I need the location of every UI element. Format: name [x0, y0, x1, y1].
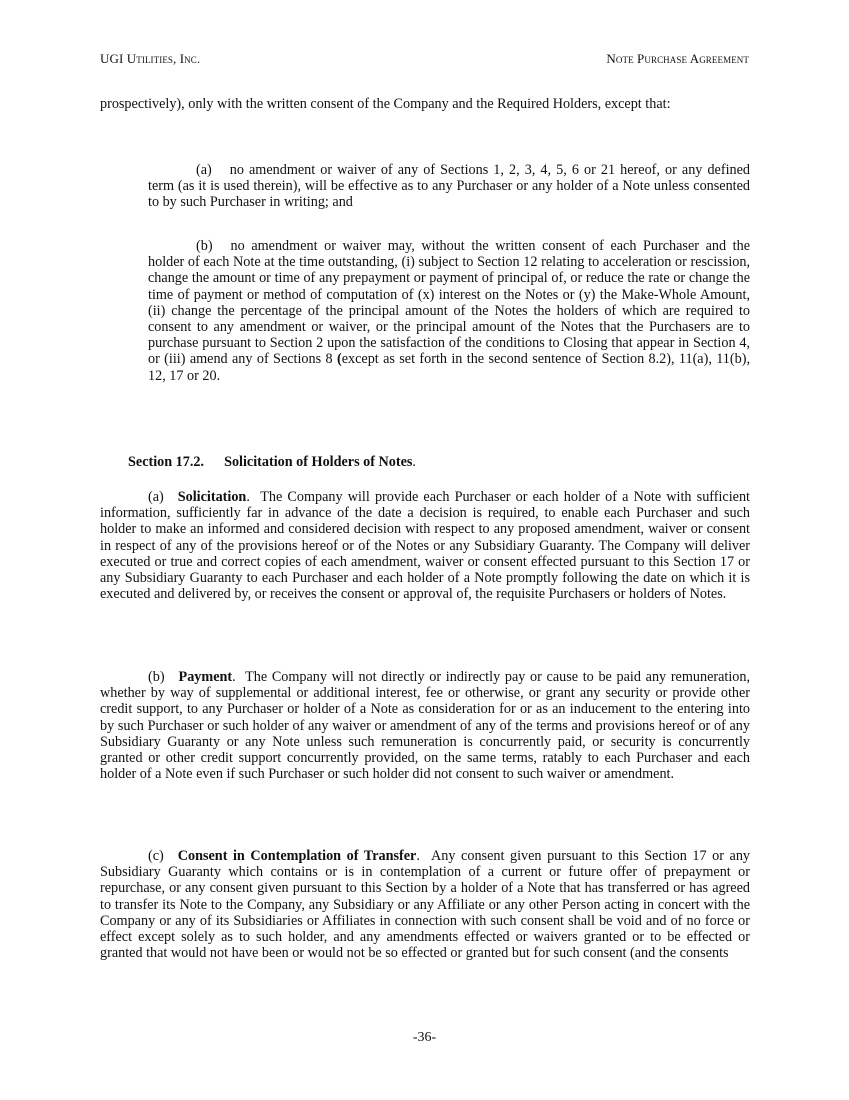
- clause-a-text: no amendment or waiver of any of Sections 1, 2, 3, 4, 5, 6 or 21 hereof, or any defined term (as it is used therein), will be effective as to any Purchaser or any holder of a Note unless consented to by such Purchaser in writing; and: [148, 162, 750, 211]
- clause-b-bold-paren: (: [336, 351, 342, 368]
- solicitation-paragraph: [100, 489, 750, 602]
- section-title: Solicitation of Holders of Notes: [224, 454, 413, 470]
- solicitation-text: The Company will provide each Purchaser or each holder of a Note with sufficient information, sufficiently far in advance of the date a decision is required, to enable each Purchaser and such holder to make an informed and considered decision with respect to any proposed amendment, waiver or consent in respect of any of the provisions hereof or of the Notes or any Subsidiary Guaranty. The Company will deliver executed or true and correct copies of each amendment, waiver or consent effected pursuant to this Section 17 or any Subsidiary Guaranty to each Purchaser and each holder of a Note promptly following the date on which it is executed and delivered by, or receives the consent or approval of, the requisite Purchasers or holders of Notes.: [100, 489, 750, 603]
- intro-paragraph: [100, 96, 750, 112]
- solicitation-label: (a): [148, 489, 164, 505]
- section-title-period: .: [412, 454, 416, 470]
- company-name: UGI Utilities, Inc.: [100, 51, 201, 66]
- section-number: Section 17.2.: [128, 454, 205, 470]
- clause-b-paragraph: [148, 238, 750, 384]
- payment-heading-period: .: [232, 669, 236, 685]
- clause-b-label: (b): [196, 238, 213, 254]
- solicitation-heading-period: .: [246, 489, 250, 505]
- consent-label: (c): [148, 848, 164, 864]
- clause-b-text-after: except as set forth in the second sentence of Section 8.2), 11(a), 11(b), 12, 17 or 20.: [148, 351, 750, 384]
- payment-text: The Company will not directly or indirectly pay or cause to be paid any remuneration, whether by way of supplemental or additional interest, fee or otherwise, or grant any security or provide other credit support, to any Purchaser or holder of a Note as consideration for or as an inducement to the entering into by such Purchaser or such holder of any waiver or amendment of any of the terms and provisions hereof or of any Subsidiary Guaranty or any Note unless such remuneration is concurrently paid, or security is concurrently granted or other credit support concurrently provided, on the same terms, ratably to each Purchaser and each holder of a Note even if such Purchaser or such holder did not consent to such waiver or amendment.: [100, 669, 751, 783]
- section-heading: [128, 454, 778, 470]
- running-header-title: [606, 51, 749, 67]
- page-number: -36-: [412, 1030, 437, 1045]
- clause-a-paragraph: [148, 162, 750, 211]
- clause-a-label: (a): [196, 162, 212, 178]
- consent-heading: Consent in Contemplation of Transfer: [177, 848, 417, 864]
- clause-b-text-before: no amendment or waiver may, without the written consent of each Purchaser and the holder of each Note at the time outstanding, (i) subject to Section 12 relating to acceleration or rescission, change the amount or time of any prepayment or payment of principal of, or reduce the rate or change the time of payment or method of computation of (x) interest on the Notes or (y) the Make-Whole Amount, (ii) change the percentage of the principal amount of the Notes the holders of which are required to consent to any amendment or waiver, or the principal amount of the Notes that the Purchasers are to purchase pursuant to Section 2 upon the satisfaction of the conditions to Closing that appear in Section 4, or (iii) amend any of Sections 8: [148, 238, 750, 368]
- document-title: Note Purchase Agreement: [606, 51, 749, 66]
- payment-heading: Payment: [178, 669, 233, 685]
- payment-label: (b): [148, 669, 165, 685]
- intro-text: prospectively), only with the written consent of the Company and the Required Holders, except that:: [100, 96, 671, 112]
- running-header-company: [100, 51, 200, 67]
- consent-text: Any consent given pursuant to this Section 17 or any Subsidiary Guaranty which contains or is in contemplation of a current or future offer of prepayment or repurchase, or any consent given pursuant to this Section by a holder of a Note that has transferred or has agreed to transfer its Note to the Company, any Subsidiary or any Affiliate or any other Person acting in concert with the Company or any of its Subsidiaries or Affiliates in connection with such consent shall be void and of no force or effect except solely as to such holder, and any amendments effected or waivers granted or to be effected or granted that would not have been or would not be so effected or granted but for such consent (and the consents: [100, 848, 751, 962]
- payment-paragraph: [100, 669, 750, 782]
- consent-paragraph: [100, 848, 750, 961]
- consent-heading-period: .: [416, 848, 420, 864]
- solicitation-heading: Solicitation: [177, 489, 247, 505]
